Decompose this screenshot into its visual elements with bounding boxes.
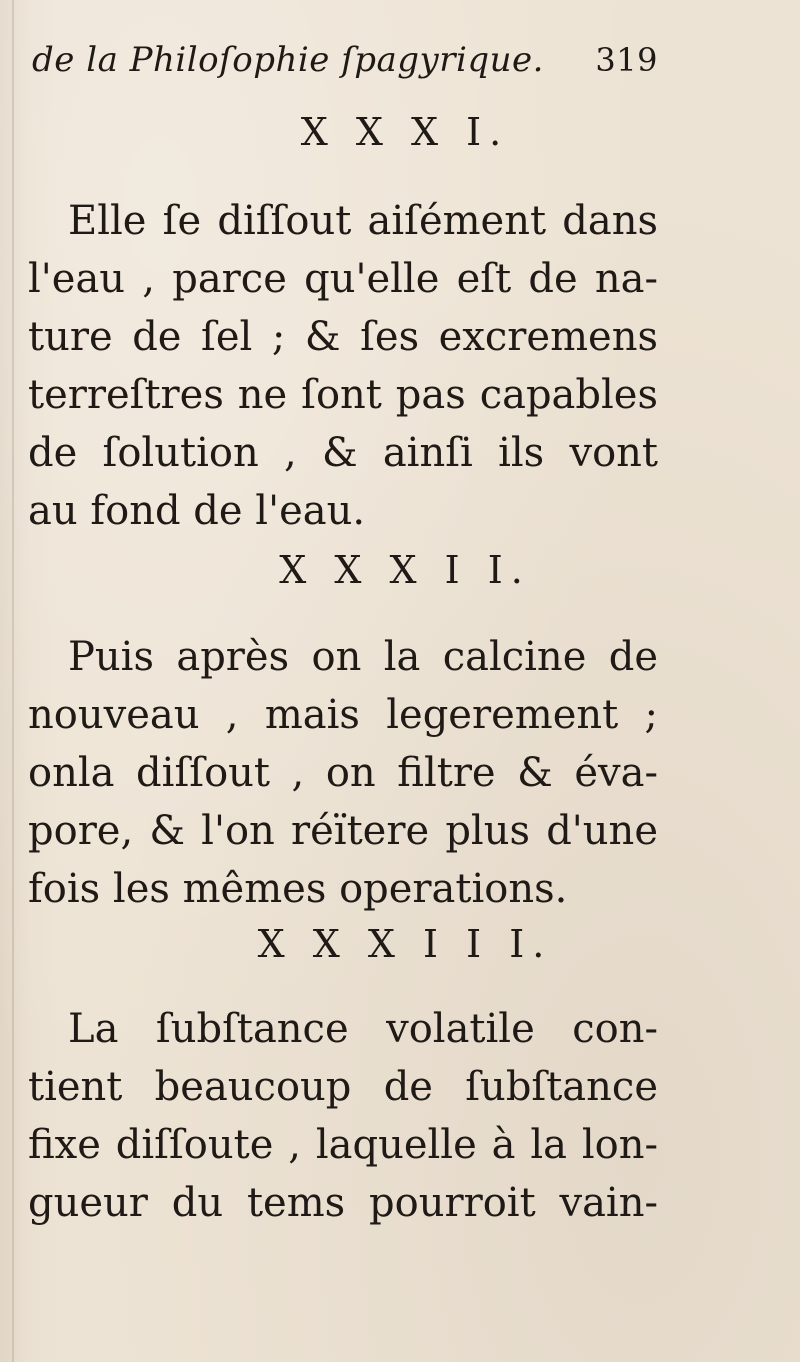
running-head — [32, 40, 658, 84]
paragraph-31 — [28, 192, 658, 540]
text-line: La ſubſtance volatile con- — [68, 1006, 658, 1052]
text-line: Puis après on la calcine de — [68, 634, 658, 680]
running-head-title: de la Philoſophie ſpagyrique. — [32, 40, 544, 80]
paragraph-33 — [28, 1000, 658, 1232]
text-line: l'eau , parce qu'elle eſt de na- — [28, 256, 658, 302]
section-heading-32: X X X I I. — [279, 548, 531, 592]
text-line: tient beaucoup de ſubſtance — [28, 1064, 658, 1110]
section-heading-31: X X X I. — [300, 110, 510, 154]
section-heading-33: X X X I I I. — [257, 922, 553, 966]
text-line: onla diſſout , on filtre & éva- — [28, 750, 658, 796]
text-line: ture de ſel ; & ſes excremens — [28, 314, 658, 360]
text-line: de ſolution , & ainſi ils vont — [28, 430, 658, 476]
text-line: nouveau , mais legerement ; — [28, 692, 658, 738]
text-line: pore, & l'on réïtere plus d'une — [28, 808, 658, 854]
text-line: Elle ſe diſſout aiſément dans — [68, 198, 658, 244]
binding-gutter — [12, 0, 14, 1362]
text-line: fixe diſſoute , laquelle à la lon- — [28, 1122, 658, 1168]
page-number: 319 — [595, 41, 658, 79]
paragraph-32 — [28, 628, 658, 918]
text-line: terreſtres ne ſont pas capables — [28, 372, 658, 418]
text-line: au fond de l'eau. — [28, 488, 366, 534]
text-line: gueur du tems pourroit vain- — [28, 1180, 658, 1226]
text-line: fois les mêmes operations. — [28, 866, 568, 912]
